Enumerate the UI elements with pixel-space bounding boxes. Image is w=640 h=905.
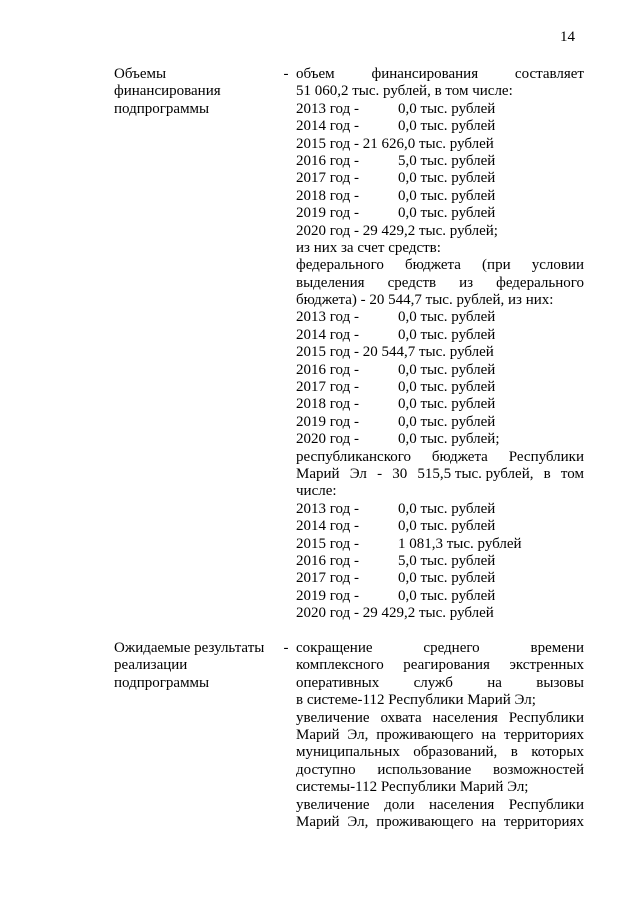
results-line — [296, 675, 584, 692]
year-amount: 1 081,3 тыс. рублей — [398, 535, 522, 552]
financing-content — [296, 66, 584, 623]
year-republic-row — [296, 536, 584, 553]
year-republic-row — [296, 501, 584, 518]
word: на — [481, 726, 497, 743]
results-line — [296, 640, 584, 657]
word: 30 — [392, 465, 408, 482]
year-total-row — [296, 170, 584, 187]
year-label: 2013 год - — [296, 500, 359, 517]
financing-label-line: финансирования — [114, 83, 221, 100]
word: проживающего — [376, 813, 474, 830]
year-republic-row — [296, 518, 584, 535]
word: проживающего — [376, 726, 474, 743]
results-dash: - — [283, 640, 289, 656]
year-federal-row — [296, 431, 584, 448]
year-amount: 0,0 тыс. рублей — [398, 570, 496, 587]
word: (при — [482, 257, 511, 274]
word: Республики — [508, 709, 584, 726]
word: на — [481, 813, 497, 830]
word: в — [543, 465, 551, 482]
year-amount: 0,0 тыс. рублей — [398, 518, 496, 535]
year-total-row — [296, 205, 584, 222]
word: - — [377, 465, 383, 482]
year-amount: 0,0 тыс. рублей — [398, 396, 496, 413]
year-label: 2020 год - 29 429,2 тыс. рублей; — [296, 222, 498, 239]
word: средств — [387, 274, 437, 291]
word: Эл — [349, 465, 367, 482]
word: образований, — [413, 744, 498, 761]
year-label: 2016 год - — [296, 152, 359, 169]
year-label: 2017 год - — [296, 170, 359, 187]
year-amount: 0,0 тыс. рублей; — [398, 431, 500, 448]
word: бюджета — [431, 448, 488, 465]
results-label-line: подпрограммы — [114, 674, 210, 691]
results-line — [296, 710, 584, 727]
year-amount: 0,0 тыс. рублей — [398, 309, 496, 326]
results-line — [296, 797, 584, 814]
year-label: 2019 год - — [296, 587, 359, 604]
year-label: 2015 год - 21 626,0 тыс. рублей — [296, 135, 494, 152]
federal-total: бюджета) - 20 544,7 тыс. рублей, из них: — [296, 292, 554, 309]
year-federal-row — [296, 344, 584, 361]
results-line: системы-112 Республики Марий Эл; — [296, 779, 529, 796]
results-line — [296, 814, 584, 831]
financing-total: 51 060,2 тыс. рублей, в том числе: — [296, 83, 513, 100]
year-label: 2017 год - — [296, 379, 359, 396]
word: на — [487, 674, 502, 691]
word: том — [560, 465, 584, 482]
year-amount: 0,0 тыс. рублей — [398, 187, 496, 204]
word: федерального — [296, 257, 384, 274]
word: комплексного — [296, 657, 384, 674]
word: увеличение — [296, 709, 370, 726]
year-total-row — [296, 223, 584, 240]
word: населения — [428, 796, 495, 813]
year-amount: 0,0 тыс. рублей — [398, 326, 496, 343]
year-total-row — [296, 101, 584, 118]
year-label: 2014 год - — [296, 118, 359, 135]
year-republic-row — [296, 605, 584, 622]
word: бюджета — [405, 257, 461, 274]
republic-line: числе: — [296, 483, 337, 500]
word: составляет — [514, 66, 584, 82]
word: 515,5 тыс. рублей, — [417, 465, 534, 482]
year-label: 2013 год - — [296, 100, 359, 117]
financing-dash: - — [283, 66, 289, 82]
republic-line — [296, 449, 584, 466]
word: времени — [530, 640, 584, 656]
year-label: 2019 год - — [296, 413, 359, 430]
word: Марий — [296, 813, 340, 830]
results-content — [296, 640, 584, 831]
word: муниципальных — [296, 744, 400, 761]
word: условии — [531, 257, 584, 274]
word: населения — [432, 709, 498, 726]
year-federal-row — [296, 414, 584, 431]
year-amount: 0,0 тыс. рублей — [398, 170, 496, 187]
year-total-row — [296, 188, 584, 205]
word: реагирования — [403, 657, 490, 674]
results-line — [296, 727, 584, 744]
year-label: 2017 год - — [296, 570, 359, 587]
financing-of-them: из них за счет средств: — [296, 239, 441, 256]
year-federal-row — [296, 309, 584, 326]
federal-line — [296, 275, 584, 292]
word: среднего — [423, 640, 480, 656]
word: служб — [413, 674, 453, 691]
word: финансирования — [371, 66, 479, 82]
word: увеличение — [296, 796, 370, 813]
word: территориях — [503, 813, 584, 830]
year-federal-row — [296, 379, 584, 396]
word: территориях — [503, 726, 584, 743]
year-label: 2014 год - — [296, 518, 359, 535]
word: сокращение — [296, 640, 373, 656]
results-line: в системе-112 Республики Марий Эл; — [296, 692, 536, 709]
word: вызовы — [536, 674, 584, 691]
word: Марий — [296, 726, 340, 743]
year-republic-row — [296, 570, 584, 587]
word: Республики — [508, 796, 584, 813]
word: охвата — [380, 709, 422, 726]
year-amount: 5,0 тыс. рублей — [398, 152, 496, 169]
year-amount: 0,0 тыс. рублей — [398, 205, 496, 222]
word: экстренных — [509, 657, 584, 674]
year-total-row — [296, 118, 584, 135]
year-label: 2018 год - — [296, 187, 359, 204]
word: выделения — [296, 274, 365, 291]
year-label: 2016 год - — [296, 552, 359, 569]
word: объем — [296, 66, 335, 82]
year-federal-row — [296, 327, 584, 344]
year-amount: 0,0 тыс. рублей — [398, 413, 496, 430]
year-federal-row — [296, 396, 584, 413]
year-total-row — [296, 153, 584, 170]
year-label: 2019 год - — [296, 205, 359, 222]
word: использование — [377, 761, 472, 778]
word: возможностей — [493, 761, 584, 778]
year-amount: 0,0 тыс. рублей — [398, 587, 496, 604]
word: из — [459, 274, 474, 291]
year-label: 2015 год - 20 544,7 тыс. рублей — [296, 344, 494, 361]
word: Эл, — [347, 726, 369, 743]
results-label-line: Ожидаемые результаты — [114, 640, 265, 656]
year-label: 2020 год - 29 429,2 тыс. рублей — [296, 605, 494, 622]
financing-label — [114, 66, 279, 118]
year-amount: 5,0 тыс. рублей — [398, 552, 496, 569]
year-amount: 0,0 тыс. рублей — [398, 361, 496, 378]
year-label: 2015 год - — [296, 535, 359, 552]
year-republic-row — [296, 553, 584, 570]
year-total-row — [296, 136, 584, 153]
word: в — [510, 744, 518, 761]
financing-intro — [296, 66, 584, 83]
word: доступно — [296, 761, 356, 778]
financing-label-line: Объемы — [114, 66, 167, 82]
year-federal-row — [296, 362, 584, 379]
financing-label-line: подпрограммы — [114, 100, 210, 117]
page-number: 14 — [560, 29, 575, 45]
word: Республики — [508, 448, 584, 465]
word: оперативных — [296, 674, 380, 691]
word: доли — [384, 796, 415, 813]
results-line — [296, 762, 584, 779]
year-label: 2020 год - — [296, 431, 359, 448]
republic-line — [296, 466, 584, 483]
year-amount: 0,0 тыс. рублей — [398, 100, 496, 117]
word: которых — [531, 744, 584, 761]
word: республиканского — [296, 448, 411, 465]
year-label: 2018 год - — [296, 396, 359, 413]
results-line — [296, 744, 584, 761]
year-republic-row — [296, 588, 584, 605]
word: Марий — [296, 465, 340, 482]
results-line — [296, 657, 584, 674]
year-amount: 0,0 тыс. рублей — [398, 500, 496, 517]
results-label-line: реализации — [114, 657, 188, 674]
results-label — [114, 640, 279, 692]
word: Эл, — [347, 813, 369, 830]
year-amount: 0,0 тыс. рублей — [398, 118, 496, 135]
year-label: 2013 год - — [296, 309, 359, 326]
federal-line — [296, 257, 584, 274]
year-label: 2016 год - — [296, 361, 359, 378]
year-label: 2014 год - — [296, 326, 359, 343]
word: федерального — [496, 274, 584, 291]
year-amount: 0,0 тыс. рублей — [398, 379, 496, 396]
